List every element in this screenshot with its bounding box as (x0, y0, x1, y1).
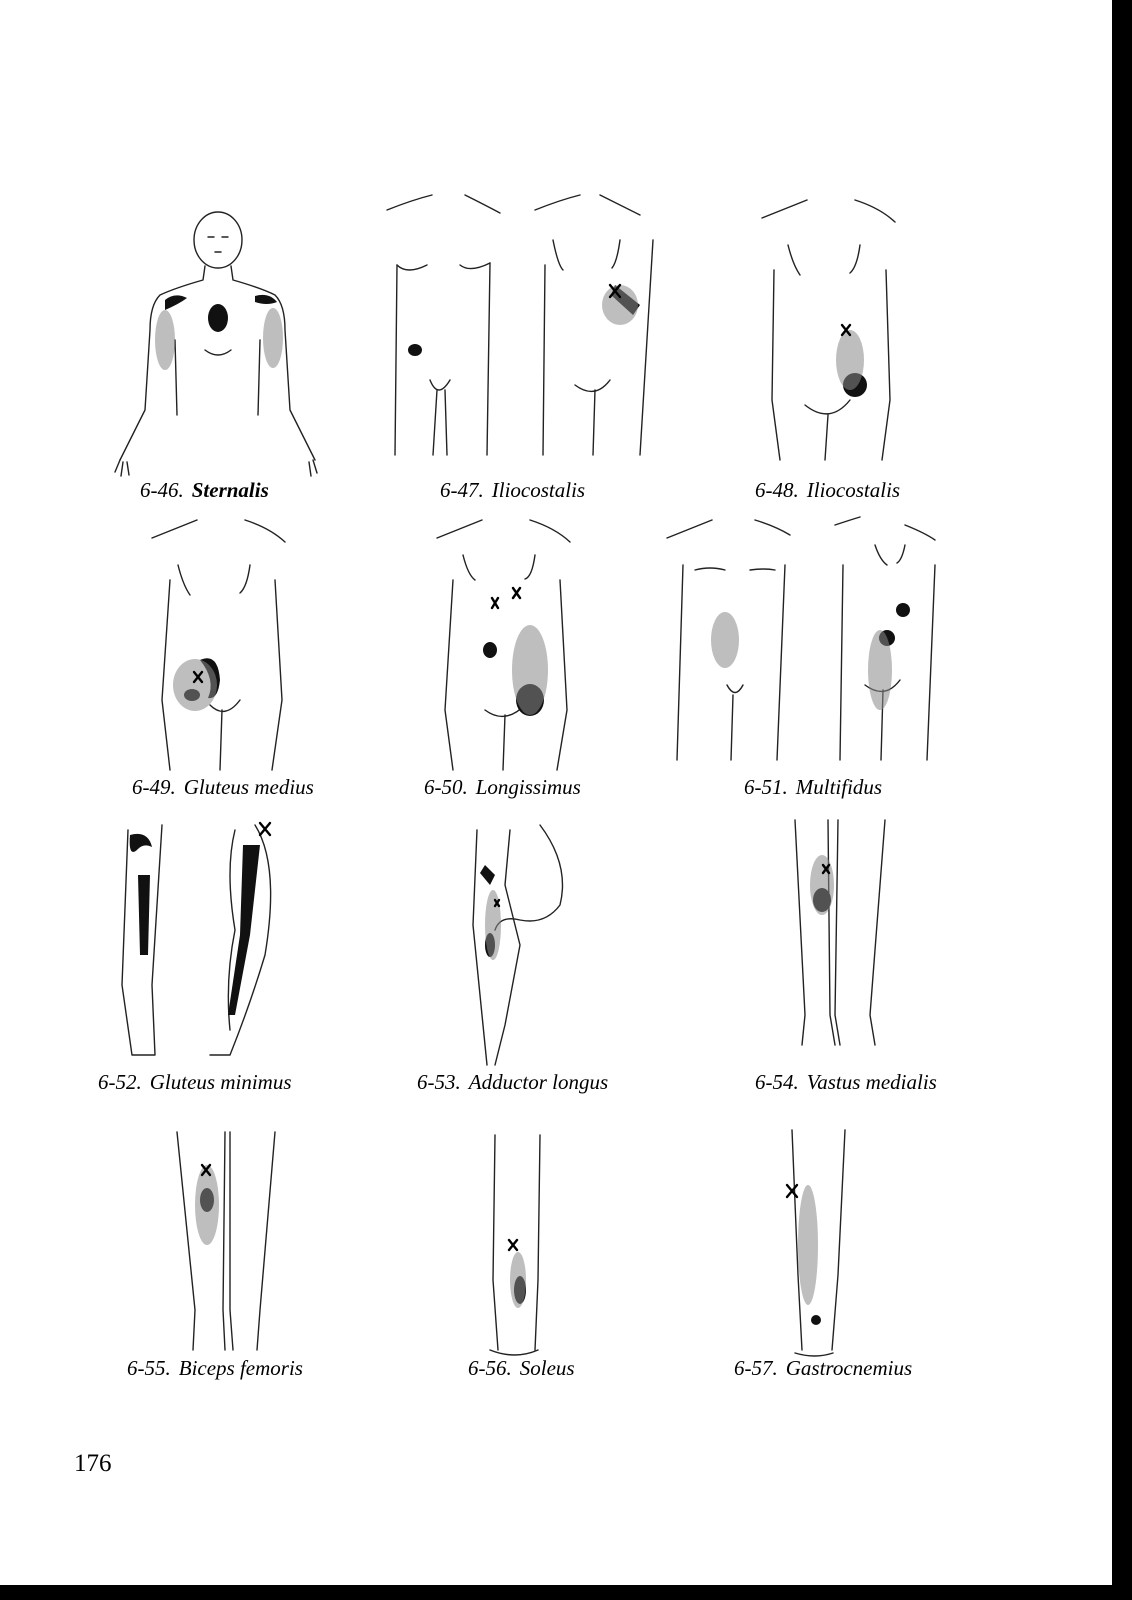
figure-adductor-longus-illustration (465, 825, 595, 1070)
figure-caption (127, 1358, 303, 1379)
figure-gluteus-medius-illustration (150, 510, 300, 775)
figure-muscle-name: Iliocostalis (806, 478, 901, 502)
figure-number: 6-51. (744, 775, 788, 799)
figure-number: 6-57. (734, 1356, 778, 1380)
figure-gastrocnemius-illustration (790, 1125, 860, 1365)
figure-caption (98, 1072, 292, 1093)
figure-sternalis-illustration (105, 210, 330, 485)
scan-border-bottom (0, 1585, 1132, 1600)
figure-muscle-name: Longissimus (475, 775, 581, 799)
figure-number: 6-52. (98, 1070, 142, 1094)
figure-number: 6-49. (132, 775, 176, 799)
figure-caption (755, 1072, 937, 1093)
figure-biceps-femoris-illustration (175, 1130, 285, 1365)
figure-number: 6-46. (140, 478, 184, 502)
figure-longissimus-illustration (435, 510, 585, 775)
figure-muscle-name: Iliocostalis (491, 478, 586, 502)
figure-number: 6-48. (755, 478, 799, 502)
figure-number: 6-54. (755, 1070, 799, 1094)
figure-caption (440, 480, 585, 501)
figure-muscle-name: Soleus (519, 1356, 575, 1380)
figure-muscle-name: Gastrocnemius (785, 1356, 913, 1380)
figure-muscle-name: Vastus medialis (806, 1070, 937, 1094)
figure-number: 6-55. (127, 1356, 171, 1380)
figure-caption (744, 777, 882, 798)
figure-multifidus-front-back-illustration (665, 510, 955, 775)
figure-iliocostalis-back-illustration (760, 190, 910, 470)
figure-caption (734, 1358, 912, 1379)
figure-muscle-name: Multifidus (795, 775, 883, 799)
figure-muscle-name: Gluteus medius (183, 775, 314, 799)
figure-iliocostalis-front-back-illustration (385, 185, 675, 465)
figure-caption (132, 777, 314, 798)
figure-muscle-name: Sternalis (191, 478, 269, 502)
figure-caption (755, 480, 900, 501)
figure-number: 6-56. (468, 1356, 512, 1380)
scan-border-right (1112, 0, 1132, 1600)
figure-number: 6-50. (424, 775, 468, 799)
figure-number: 6-53. (417, 1070, 461, 1094)
figure-muscle-name: Adductor longus (468, 1070, 609, 1094)
figure-caption (468, 1358, 575, 1379)
figure-muscle-name: Biceps femoris (178, 1356, 303, 1380)
page-number: 176 (74, 1450, 112, 1477)
figure-caption (417, 1072, 608, 1093)
figure-vastus-medialis-illustration (790, 815, 905, 1070)
figure-gluteus-minimus-illustration (110, 815, 310, 1070)
figure-number: 6-47. (440, 478, 484, 502)
figure-soleus-illustration (490, 1130, 550, 1365)
figure-caption (424, 777, 581, 798)
figure-muscle-name: Gluteus minimus (149, 1070, 292, 1094)
figure-caption (140, 480, 269, 501)
